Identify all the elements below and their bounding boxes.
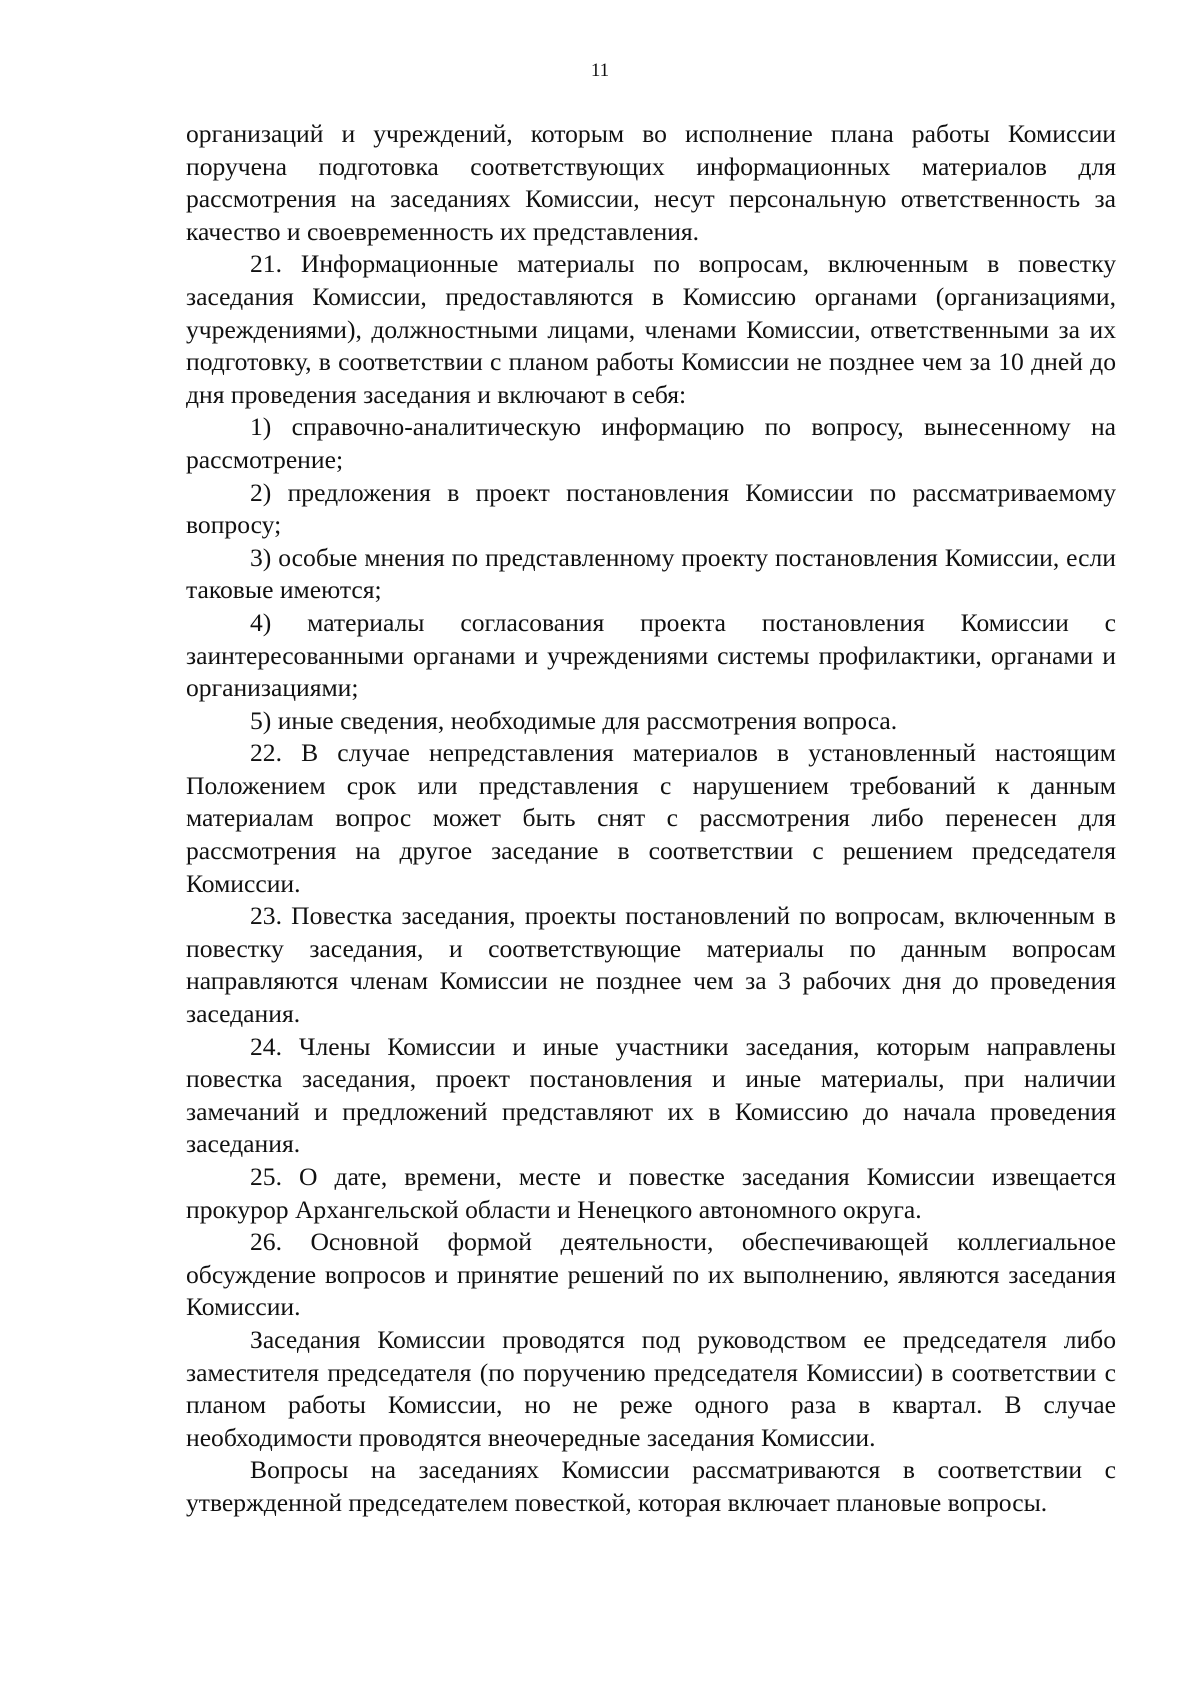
paragraph-22: 22. В случае непредставления материалов в установленный настоящим Положением срок или представления с нарушением требований к данным материалам вопрос может быть снят с рассмотрения либо перенесен для рассмотрения на другое заседание в соответствии с решением председателя Комиссии. <box>186 738 1116 898</box>
list-item-1: 1) справочно-аналитическую информацию по вопросу, вынесенному на рассмотрение; <box>186 412 1116 474</box>
document-body <box>186 118 1116 1520</box>
paragraph-21: 21. Информационные материалы по вопросам, включенным в повестку заседания Комиссии, предоставляются в Комиссию органами (организациями, учреждениями), должностными лицами, членами Комиссии, ответственными за их подготовку, в соответствии с планом работы Комиссии не позднее чем за 10 дней до дня проведения заседания и включают в себя: <box>186 249 1116 409</box>
page-number: 11 <box>590 60 610 81</box>
paragraph-26-meetings: Заседания Комиссии проводятся под руководством ее председателя либо заместителя председателя (по поручению председателя Комиссии) в соответствии с планом работы Комиссии, но не реже одного раза в квартал. В случае необходимости проводятся внеочередные заседания Комиссии. <box>186 1324 1116 1452</box>
list-item-2: 2) предложения в проект постановления Комиссии по рассматриваемому вопросу; <box>186 477 1116 540</box>
paragraph-continuation: организаций и учреждений, которым во исполнение плана работы Комиссии поручена подготовка соответствующих информационных материалов для рассмотрения на заседаниях Комиссии, несут персональную ответственность за качество и своевременность их представления. <box>186 119 1116 246</box>
paragraph-26-agenda: Вопросы на заседаниях Комиссии рассматриваются в соответствии с утвержденной председателем повесткой, которая включает плановые вопросы. <box>186 1455 1116 1517</box>
list-item-3: 3) особые мнения по представленному проекту постановления Комиссии, если таковые имеются; <box>186 542 1116 605</box>
list-item-4: 4) материалы согласования проекта постановления Комиссии с заинтересованными органами и учреждениями системы профилактики, органами и организациями; <box>186 607 1116 703</box>
paragraph-25: 25. О дате, времени, месте и повестке заседания Комиссии извещается прокурор Архангельской области и Ненецкого автономного округа. <box>186 1162 1116 1224</box>
paragraph-24: 24. Члены Комиссии и иные участники заседания, которым направлены повестка заседания, проект постановления и иные материалы, при наличии замечаний и предложений представляют их в Комиссию до начала проведения заседания. <box>186 1031 1116 1159</box>
list-item-5: 5) иные сведения, необходимые для рассмотрения вопроса. <box>250 705 898 735</box>
paragraph-26: 26. Основной формой деятельности, обеспечивающей коллегиальное обсуждение вопросов и принятие решений по их выполнению, являются заседания Комиссии. <box>186 1227 1116 1322</box>
paragraph-23: 23. Повестка заседания, проекты постановлений по вопросам, включенным в повестку заседания, и соответствующие материалы по данным вопросам направляются членам Комиссии не позднее чем за 3 рабочих дня до проведения заседания. <box>186 901 1116 1029</box>
